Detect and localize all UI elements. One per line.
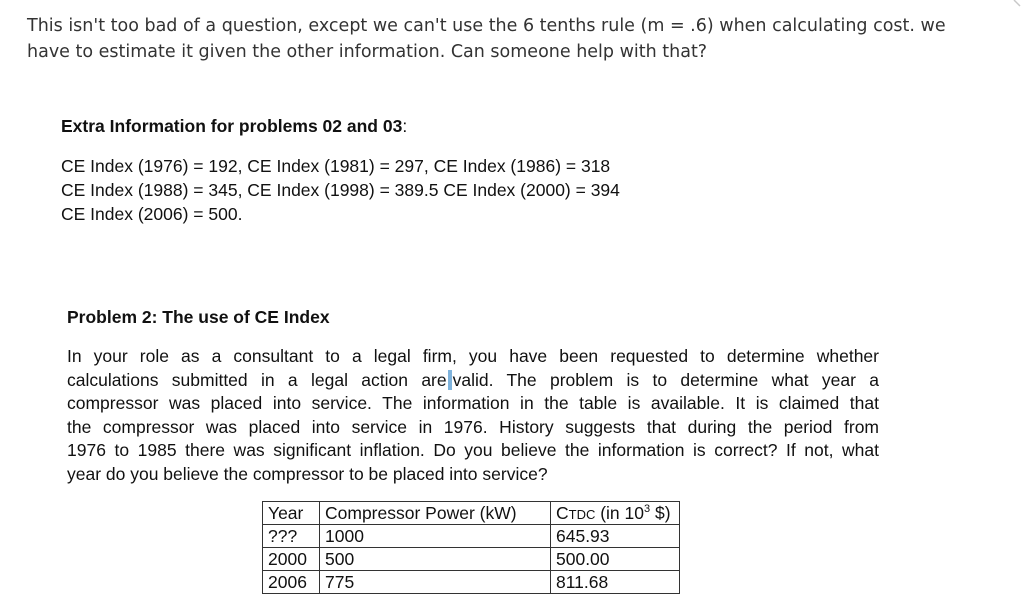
extra-info-heading-colon: : (402, 116, 408, 136)
problem-line: In your role as a consultant to a legal firm, you have been requested to determine whether (67, 346, 879, 366)
cell-power: 1000 (320, 525, 551, 548)
compressor-table (262, 501, 680, 594)
header-cost-subscript: TDC (568, 506, 596, 522)
question-line-2: have to estimate it given the other information. Can someone help with that? (27, 42, 708, 62)
question-line-1: This isn't too bad of a question, except we can't use the 6 tenths rule (m = .6) when calculating cost. we (27, 16, 946, 36)
table-header-row (263, 502, 680, 525)
ce-index-line: CE Index (2006) = 500. (61, 204, 243, 224)
question-text (27, 13, 987, 65)
problem-line: the compressor was placed into service in 1976. History suggests that during the period from (67, 416, 879, 437)
table-row (263, 525, 680, 548)
cell-year: 2006 (263, 571, 320, 594)
ce-index-line: CE Index (1976) = 192, CE Index (1981) = 297, CE Index (1986) = 318 (61, 156, 611, 176)
problem-statement (67, 345, 879, 486)
ce-index-list (61, 154, 620, 226)
cell-power: 775 (320, 571, 551, 594)
cell-year: 2000 (263, 548, 320, 571)
problem-line: year do you believe the compressor to be placed into service? (67, 463, 548, 484)
cell-cost: 645.93 (551, 525, 680, 548)
cell-power: 500 (320, 548, 551, 571)
header-cost-symbol: C (556, 502, 569, 523)
cell-cost: 811.68 (551, 571, 680, 594)
ce-index-line: CE Index (1988) = 345, CE Index (1998) = 389.5 CE Index (2000) = 394 (61, 180, 620, 200)
header-cost-exponent: 3 (644, 502, 651, 515)
header-year: Year (263, 502, 320, 525)
header-power: Compressor Power (kW) (320, 502, 551, 525)
header-cost-unit: (in 10 (595, 502, 644, 523)
problem-line (67, 369, 879, 393)
header-cost-currency: $) (650, 502, 671, 523)
problem-line: compressor was placed into service. The information in the table is available. It is claimed that (67, 393, 879, 413)
cell-cost: 500.00 (551, 548, 680, 571)
header-cost (551, 502, 680, 525)
problem-line-part: calculations submitted in a legal action are (67, 369, 447, 390)
chevron-right-icon[interactable] (1010, 0, 1024, 14)
extra-info-heading (61, 116, 407, 137)
text-cursor-icon (448, 370, 452, 390)
problem-line-part: valid. The problem is to determine what year a (452, 369, 879, 390)
table-row (263, 548, 680, 571)
problem-heading: Problem 2: The use of CE Index (67, 307, 330, 327)
problem-line: 1976 to 1985 there was significant inflation. Do you believe the information is correct? If not, what (67, 440, 879, 460)
extra-info-heading-text: Extra Information for problems 02 and 03 (61, 116, 403, 136)
cell-year: ??? (263, 525, 320, 548)
table-row (263, 571, 680, 594)
